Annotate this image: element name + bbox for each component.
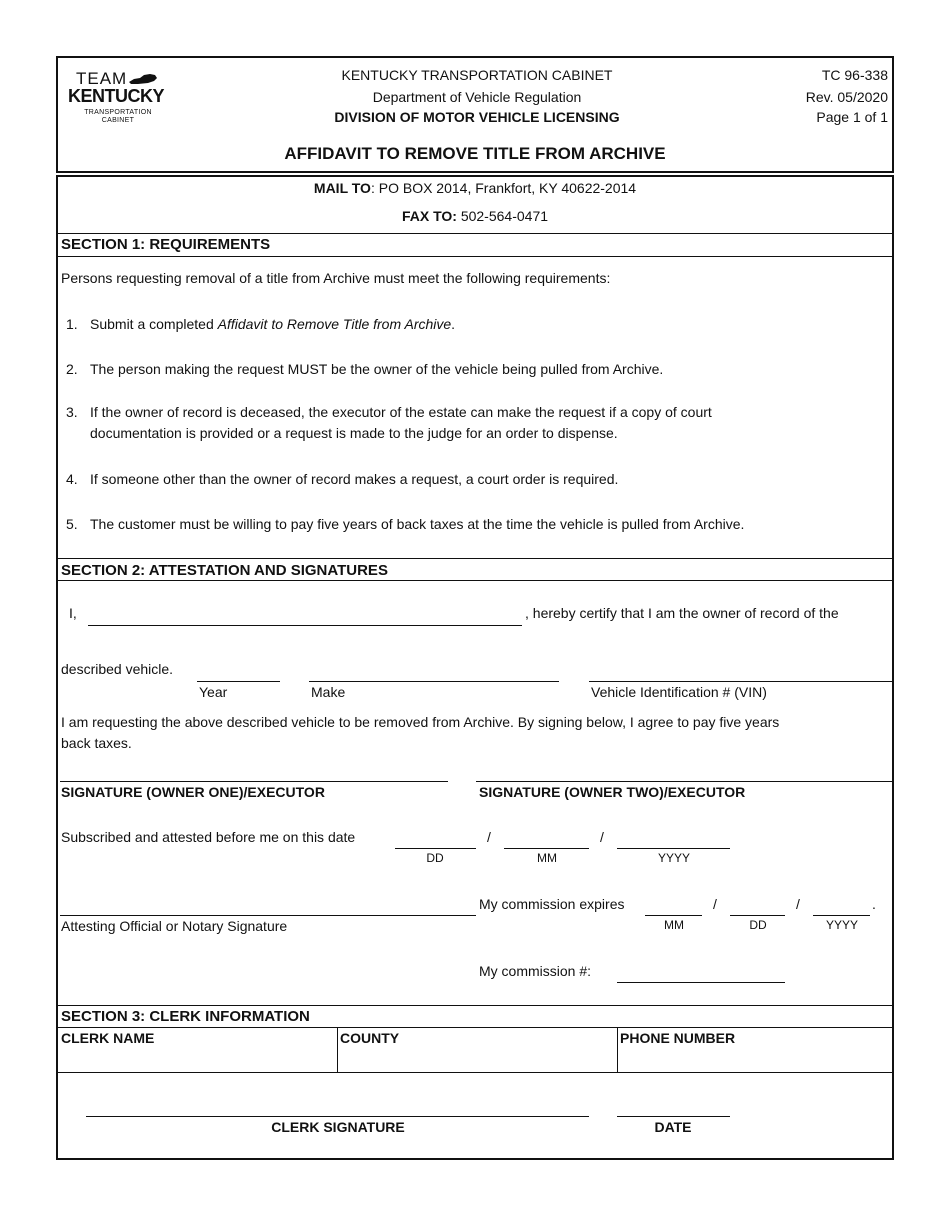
requirement-1-end: . [451, 316, 456, 332]
year-label: Year [199, 684, 228, 700]
request-line2: back taxes. [61, 735, 132, 751]
mail-to-address: : PO BOX 2014, Frankfort, KY 40622-2014 [370, 180, 637, 196]
requirement-3-line2: documentation is provided or a request is made to the judge for an order to dispense. [90, 425, 618, 441]
requirement-1-text: Submit a completed [90, 316, 218, 332]
described-vehicle-text: described vehicle. [61, 661, 174, 677]
mail-to-line [56, 180, 894, 196]
requirement-1-form-name: Affidavit to Remove Title from Archive [217, 316, 452, 332]
clerk-col-divider-1 [337, 1027, 338, 1072]
form-number: TC 96-338 [821, 67, 888, 83]
certify-text: , hereby certify that I am the owner of record of the [525, 605, 839, 621]
vin-label: Vehicle Identification # (VIN) [591, 684, 767, 700]
fax-to-label: FAX TO: [401, 208, 457, 224]
make-field[interactable] [309, 681, 559, 682]
commission-year-label: YYYY [825, 918, 858, 932]
form-title: AFFIDAVIT TO REMOVE TITLE FROM ARCHIVE [284, 144, 666, 163]
requirement-2-number: 2. [66, 361, 78, 377]
team-kentucky-logo [68, 70, 168, 126]
notary-signature-label: Attesting Official or Notary Signature [61, 918, 288, 934]
request-line1: I am requesting the above described vehicle to be removed from Archive. By signing below, I agree to pay five years [61, 714, 780, 730]
logo-sub-line1: TRANSPORTATION [84, 109, 152, 116]
owner-name-field[interactable] [88, 625, 522, 626]
owner1-signature-label: SIGNATURE (OWNER ONE)/EXECUTOR [61, 784, 325, 800]
requirement-1-number: 1. [66, 316, 78, 332]
phone-number-label[interactable]: PHONE NUMBER [620, 1030, 736, 1046]
commission-slash-2: / [796, 896, 800, 912]
owner-i-label: I, [69, 605, 77, 621]
logo-state-text: KENTUCKY [68, 86, 165, 106]
commission-year-field[interactable] [813, 915, 870, 916]
section3-title-rule [58, 1027, 892, 1028]
section1-title: SECTION 1: REQUIREMENTS [61, 236, 271, 253]
clerk-signature-field[interactable] [86, 1116, 589, 1117]
logo-team-text: TEAM [76, 69, 128, 88]
commission-number-label: My commission #: [479, 963, 592, 979]
requirement-3-line1: If the owner of record is deceased, the executor of the estate can make the request if a copy of court [90, 404, 712, 420]
commission-period: . [872, 896, 876, 912]
revision-date: Rev. 05/2020 [805, 89, 888, 105]
owner2-signature-field[interactable] [476, 781, 892, 782]
attest-year-field[interactable] [617, 848, 730, 849]
section1-top-rule [58, 233, 892, 234]
requirement-2-text: The person making the request MUST be the owner of the vehicle being pulled from Archive. [90, 361, 664, 377]
requirement-3-number: 3. [66, 404, 78, 420]
county-label[interactable]: COUNTY [340, 1030, 400, 1046]
kentucky-state-icon [128, 73, 158, 85]
logo-sub-line2: CABINET [101, 117, 135, 124]
attest-day-field[interactable] [395, 848, 476, 849]
fax-number: 502-564-0471 [456, 208, 549, 224]
owner2-signature-label: SIGNATURE (OWNER TWO)/EXECUTOR [479, 784, 746, 800]
notary-signature-field[interactable] [60, 915, 476, 916]
requirements-intro: Persons requesting removal of a title from Archive must meet the following requirements: [61, 270, 611, 286]
clerk-name-label[interactable]: CLERK NAME [61, 1030, 155, 1046]
attest-month-label: MM [537, 851, 557, 865]
clerk-table-bottom-rule [58, 1072, 892, 1073]
subscribed-text: Subscribed and attested before me on this date [61, 829, 356, 845]
section2-title: SECTION 2: ATTESTATION AND SIGNATURES [61, 562, 388, 579]
commission-slash-1: / [713, 896, 717, 912]
clerk-col-divider-2 [617, 1027, 618, 1072]
requirement-4-number: 4. [66, 471, 78, 487]
section1-title-rule [58, 256, 892, 257]
request-statement [61, 712, 887, 754]
make-label: Make [311, 684, 346, 700]
attest-slash-2: / [600, 829, 604, 845]
year-field[interactable] [197, 681, 280, 682]
requirement-5-number: 5. [66, 516, 78, 532]
commission-number-field[interactable] [617, 982, 785, 983]
division-name: DIVISION OF MOTOR VEHICLE LICENSING [334, 109, 620, 125]
page-number: Page 1 of 1 [816, 109, 888, 125]
clerk-date-field[interactable] [617, 1116, 730, 1117]
requirement-5-text: The customer must be willing to pay five years of back taxes at the time the vehicle is pulled from Archive. [90, 516, 745, 532]
commission-day-label: DD [749, 918, 767, 932]
section2-title-rule [58, 580, 892, 581]
mail-to-label: MAIL TO [313, 180, 371, 196]
owner1-signature-field[interactable] [60, 781, 448, 782]
attest-year-label: YYYY [657, 851, 690, 865]
commission-expires-label: My commission expires [479, 896, 625, 912]
section3-top-rule [58, 1005, 892, 1006]
commission-month-label: MM [664, 918, 684, 932]
commission-month-field[interactable] [645, 915, 702, 916]
vin-field[interactable] [589, 681, 892, 682]
fax-to-line [56, 208, 894, 224]
attest-month-field[interactable] [504, 848, 589, 849]
department-name: Department of Vehicle Regulation [372, 89, 582, 105]
agency-name: KENTUCKY TRANSPORTATION CABINET [341, 67, 613, 83]
requirement-4-text: If someone other than the owner of record makes a request, a court order is required. [90, 471, 619, 487]
attest-day-label: DD [426, 851, 444, 865]
attest-slash-1: / [487, 829, 491, 845]
clerk-signature-label: CLERK SIGNATURE [271, 1119, 405, 1135]
commission-day-field[interactable] [730, 915, 785, 916]
section3-title: SECTION 3: CLERK INFORMATION [61, 1008, 310, 1025]
clerk-date-label: DATE [654, 1119, 692, 1135]
section2-top-rule [58, 558, 892, 559]
